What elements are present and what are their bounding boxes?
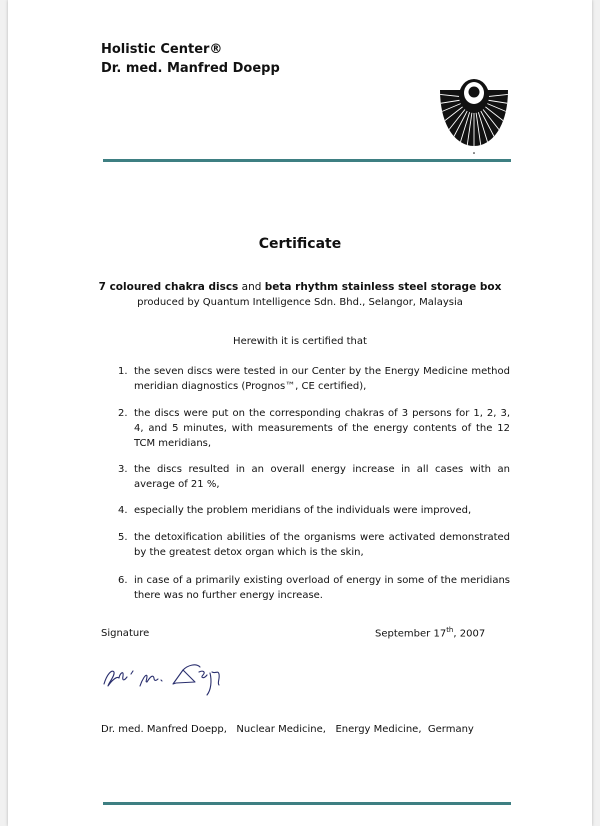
list-item: 5. the detoxification abilities of the organisms were activated demonstrated by the greatest detox organ which is the skin, (118, 532, 510, 558)
list-item: 6. in case of a primarily existing overload of energy in some of the meridians there was no further energy increase. (118, 575, 510, 601)
holistic-center-logo (436, 68, 512, 154)
list-item: 4. especially the problem meridians of the individuals were improved, (118, 505, 472, 516)
producer-line: produced by Quantum Intelligence Sdn. Bhd., Selangor, Malaysia (137, 297, 463, 308)
signature-label: Signature (101, 628, 150, 639)
certificate-page (8, 0, 592, 826)
list-item: 3. the discs resulted in an overall energy increase in all cases with an average of 21 %, (118, 464, 510, 490)
certificate-title: Certificate (258, 236, 342, 252)
footer-divider (103, 802, 511, 805)
list-item: 2. the discs were put on the corresponding chakras of 3 persons for 1, 2, 3, 4, and 5 minutes, with measurements of the energy contents of the 12 TCM meridians, (118, 408, 510, 449)
header-center-name: Holistic Center® (101, 42, 223, 57)
intro-line: Herewith it is certified that (233, 336, 367, 347)
product-subtitle: 7 coloured chakra discs and beta rhythm stainless steel storage box (98, 281, 502, 293)
signature-date: September 17th, 2007 (375, 626, 486, 640)
handwritten-signature (100, 660, 240, 698)
list-item: 1. the seven discs were tested in our Center by the Energy Medicine method meridian diagnostics (Prognos™, CE certified), (118, 366, 510, 392)
header-doctor-name: Dr. med. Manfred Doepp (101, 61, 280, 76)
signatory-footer: Dr. med. Manfred Doepp, Nuclear Medicine, Energy Medicine, Germany (101, 724, 474, 735)
header-divider (103, 159, 511, 162)
